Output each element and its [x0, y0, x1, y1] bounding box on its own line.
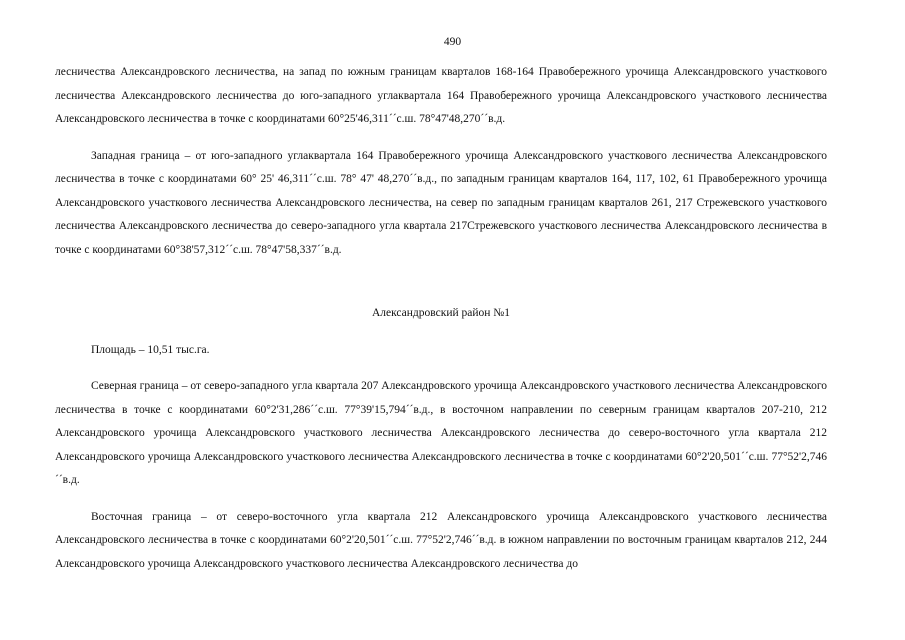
document-body	[55, 61, 827, 576]
paragraph-continuation: лесничества Александровского лесничества, на запад по южным границам кварталов 168-164 Правобережного урочища Александровского участкового лесничества Александровского лесничества до юго-западного углаквартала 164 Правобережного урочища Александровского участкового лесничества Александровского лесничества в точке с координатами 60°25'46,311´´с.ш. 78°47'48,270´´в.д.	[55, 66, 827, 125]
paragraph-area: Площадь – 10,51 тыс.га.	[91, 343, 210, 356]
page-number: 490	[443, 36, 462, 48]
paragraph-northern-boundary: Северная граница – от северо-западного угла квартала 207 Александровского урочища Александровского участкового лесничества Александровского лесничества в точке с координатами 60°2'31,286´´с.ш. 77°39'15,794´´в.д., в восточном направлении по северным границам кварталов 207-210, 212 Александровского урочища Александровского участкового лесничества Александровского лесничества до северо-восточного угла квартала 212 Александровского урочища Александровского участкового лесничества Александровского лесничества в точке с координатами 60°2'20,501´´с.ш. 77°52'2,746´´в.д.	[55, 380, 827, 486]
paragraph-western-boundary: Западная граница – от юго-западного углаквартала 164 Правобережного урочища Александровского участкового лесничества Александровского лесничества в точке с координатами 60° 25' 46,311´´с.ш. 78° 47' 48,270´´в.д., по западным границам кварталов 164, 117, 102, 61 Правобережного урочища Александровского участкового лесничества Александровского лесничества, на север по западным границам кварталов 261, 217 Стрежевского участкового лесничества Александровского лесничества до северо-западного угла квартала 217Стрежевского участкового лесничества Александровского лесничества в точке с координатами 60°38'57,312´´с.ш. 78°47'58,337´´в.д.	[55, 149, 827, 256]
section-heading: Александровский район №1	[371, 307, 511, 319]
paragraph-eastern-boundary: Восточная граница – от северо-восточного угла квартала 212 Александровского урочища Александровского участкового лесничества Александровского лесничества в точке с координатами 60°2'20,501´´с.ш. 77°52'2,746´´в.д. в южном направлении по восточным границам кварталов 212, 244 Александровского урочища Александровского участкового лесничества Александровского лесничества до	[55, 510, 827, 570]
